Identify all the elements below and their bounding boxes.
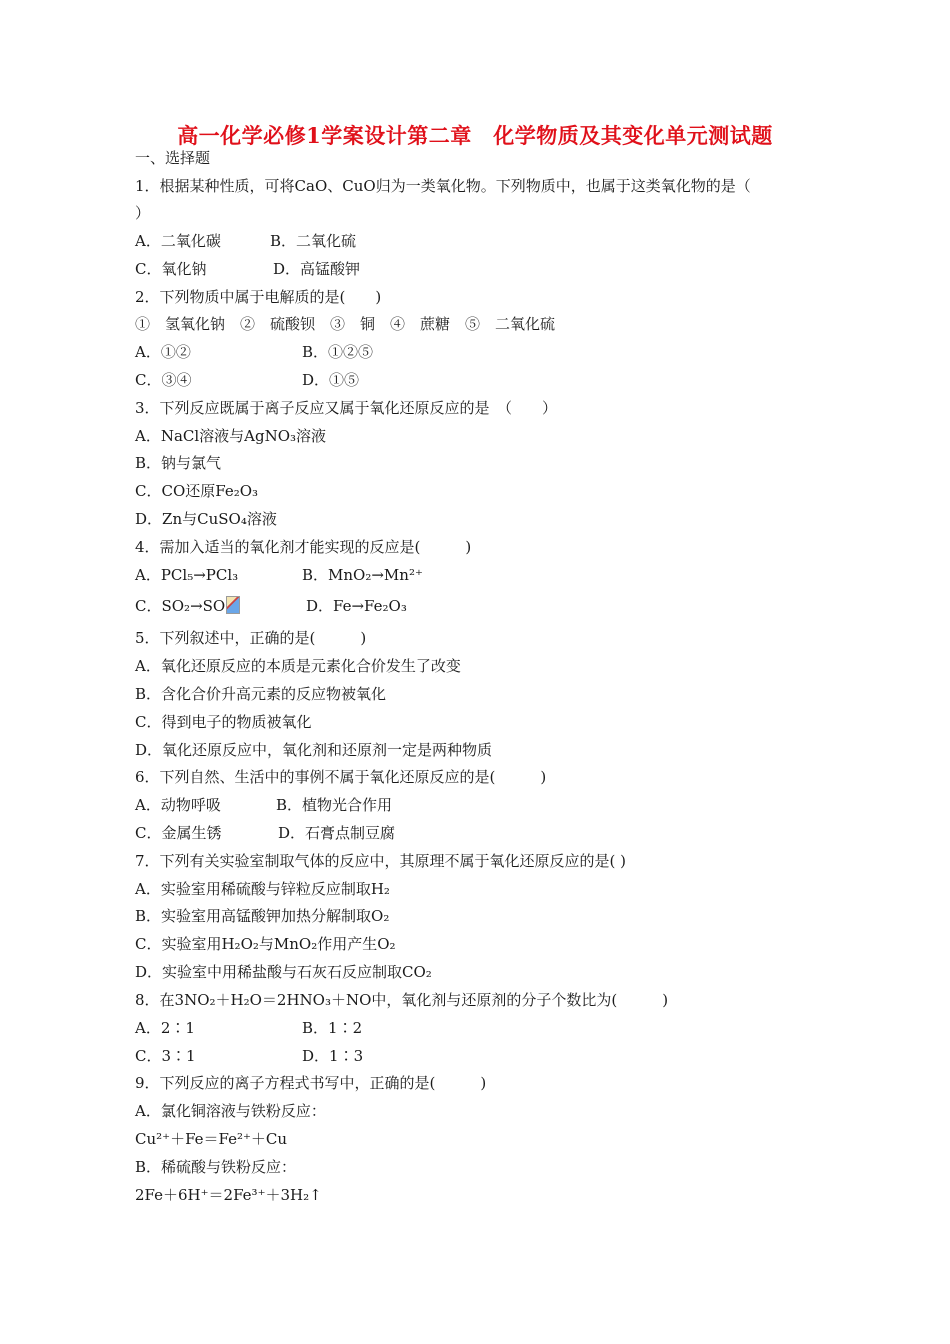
question-7-option-a: A．实验室用稀硫酸与锌粒反应制取H₂ (135, 880, 390, 898)
question-4-option-c (135, 596, 240, 616)
question-7-option-d: D．实验室中用稀盐酸与石灰石反应制取CO₂ (135, 963, 432, 981)
page-title: 高一化学必修1学案设计第二章 化学物质及其变化单元测试题 (177, 123, 773, 148)
question-1-option-c: C．氧化钠 (135, 260, 207, 278)
question-7-option-b: B．实验室用高锰酸钾加热分解制取O₂ (135, 907, 390, 925)
question-3-option-a: A．NaCl溶液与AgNO₃溶液 (135, 427, 327, 445)
question-8-option-c: C．3∶1 (135, 1047, 196, 1065)
question-4-option-c-text: C．SO₂→SO (135, 597, 226, 615)
question-8-option-d: D．1∶3 (302, 1047, 364, 1065)
question-1: 1．根据某种性质，可将CaO、CuO归为一类氧化物。下列物质中，也属于这类氧化物的是（ (135, 177, 751, 195)
question-6-option-d: D．石膏点制豆腐 (278, 824, 396, 842)
question-7-option-c: C．实验室用H₂O₂与MnO₂作用产生O₂ (135, 935, 396, 953)
question-6-option-b: B．植物光合作用 (276, 796, 393, 814)
question-8-option-a: A．2∶1 (135, 1019, 195, 1037)
question-9: 9．下列反应的离子方程式书写中，正确的是( ) (135, 1074, 487, 1092)
question-4-option-a: A．PCl₅→PCl₃ (135, 566, 239, 584)
question-2-option-c: C．③④ (135, 371, 192, 389)
question-9-equation-b: 2Fe＋6H⁺＝2Fe³⁺＋3H₂↑ (135, 1186, 322, 1204)
question-2-items: ① 氢氧化钠 ② 硫酸钡 ③ 铜 ④ 蔗糖 ⑤ 二氧化硫 (135, 315, 556, 333)
question-3: 3．下列反应既属于离子反应又属于氧化还原反应的是 （ ） (135, 399, 558, 417)
question-4-option-b: B．MnO₂→Mn²⁺ (302, 566, 423, 584)
question-6: 6．下列自然、生活中的事例不属于氧化还原反应的是( ) (135, 768, 547, 786)
question-4: 4．需加入适当的氧化剂才能实现的反应是( ) (135, 538, 472, 556)
question-8-option-b: B．1∶2 (302, 1019, 363, 1037)
question-5-option-b: B．含化合价升高元素的反应物被氧化 (135, 685, 387, 703)
question-5-option-d: D．氧化还原反应中，氧化剂和还原剂一定是两种物质 (135, 741, 493, 759)
question-2-option-d: D．①⑤ (302, 371, 360, 389)
question-9-equation-a: Cu²⁺＋Fe＝Fe²⁺＋Cu (135, 1130, 288, 1148)
question-6-option-c: C．金属生锈 (135, 824, 222, 842)
question-8: 8．在3NO₂＋H₂O＝2HNO₃＋NO中，氧化剂与还原剂的分子个数比为( ) (135, 991, 669, 1009)
question-1-continuation: ） (135, 204, 151, 222)
question-3-option-d: D．Zn与CuSO₄溶液 (135, 510, 277, 528)
question-1-option-a: A．二氧化碳 (135, 232, 221, 250)
question-7: 7．下列有关实验室制取气体的反应中，其原理不属于氧化还原反应的是( ) (135, 852, 627, 870)
question-5-option-a: A．氧化还原反应的本质是元素化合价发生了改变 (135, 657, 461, 675)
question-4-option-d: D．Fe→Fe₂O₃ (306, 597, 407, 615)
question-5-option-c: C．得到电子的物质被氧化 (135, 713, 312, 731)
question-6-option-a: A．动物呼吸 (135, 796, 221, 814)
question-2: 2．下列物质中属于电解质的是( ) (135, 288, 382, 306)
question-2-option-b: B．①②⑤ (302, 343, 374, 361)
question-1-option-d: D．高锰酸钾 (273, 260, 361, 278)
broken-image-icon (226, 596, 240, 614)
question-9-option-b: B．稀硫酸与铁粉反应： (135, 1158, 297, 1176)
question-9-option-a: A．氯化铜溶液与铁粉反应： (135, 1102, 326, 1120)
question-3-option-c: C．CO还原Fe₂O₃ (135, 482, 259, 500)
question-3-option-b: B．钠与氯气 (135, 454, 222, 472)
question-1-option-b: B．二氧化硫 (270, 232, 357, 250)
section-heading: 一、选择题 (135, 149, 211, 167)
question-5: 5．下列叙述中，正确的是( ) (135, 629, 367, 647)
question-2-option-a: A．①② (135, 343, 191, 361)
